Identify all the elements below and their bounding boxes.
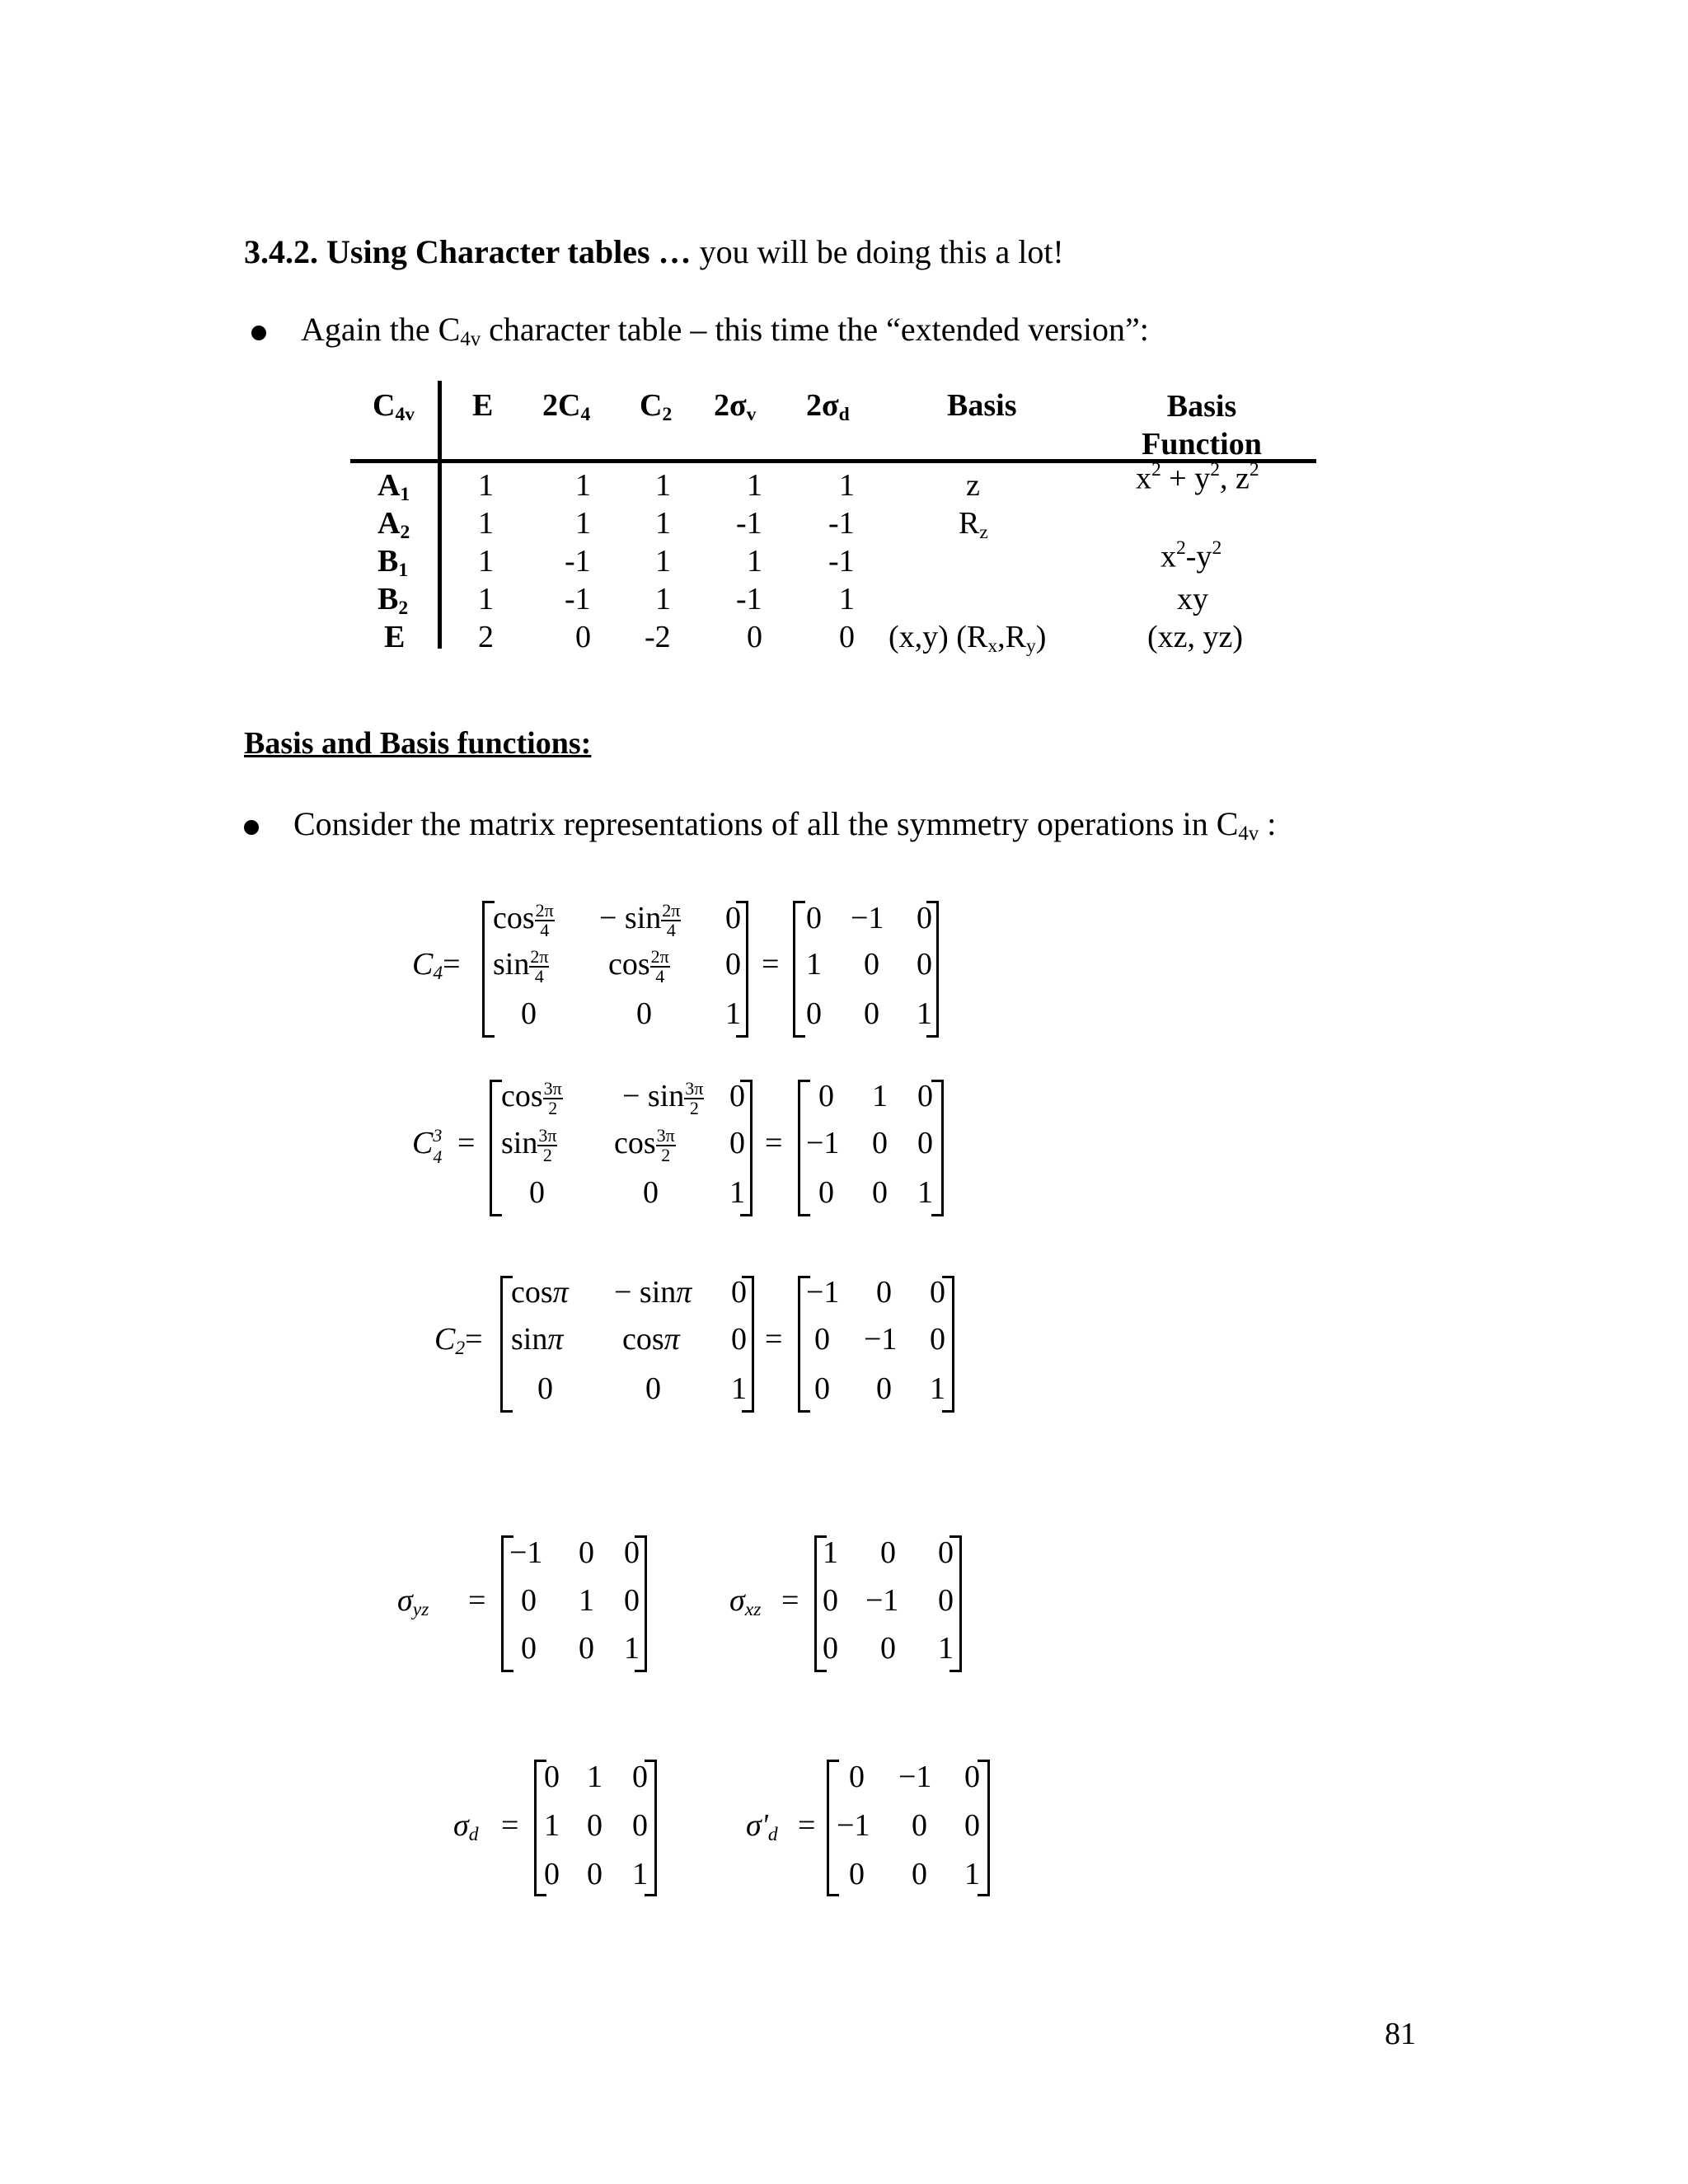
basis-function-cell: (xz, yz) [1147,620,1244,654]
matrix-label: $C_4=$ [412,947,461,984]
char-cell: -1 [828,544,855,579]
matrix-label: $\sigma_{xz}$ [729,1583,762,1620]
matrix-label: C 3 4 [412,1125,443,1167]
char-cell: 0 [839,620,855,654]
char-cell: 0 [575,620,591,654]
char-cell: 1 [747,468,762,503]
section-title: Basis and Basis functions: [244,726,592,761]
char-cell: 1 [839,582,855,616]
op-2sigma-v: $2\sigma_v$ [714,388,757,425]
table-group-label: $C_{4v}$ [373,388,415,425]
char-cell: 1 [747,544,762,579]
basis-header: Basis [947,388,1017,423]
char-cell: 1 [655,468,671,503]
basis-function-cell: $x^2-y^2$ [1160,537,1222,574]
char-cell: 0 [747,620,762,654]
char-cell: 1 [575,506,591,541]
basis-function-header: Basis Function [1142,389,1262,462]
irrep-B2: $B_2$ [377,582,409,619]
basis-function-cell: $x^2 + y^2$, $z^2$ [1136,459,1259,496]
table-vertical-rule [438,381,442,649]
bullet-intro: Again the $C_{4v}$ character table – this time the “extended version”: [251,310,1149,351]
op-C2: $C_2$ [640,388,673,425]
char-cell: 1 [575,468,591,503]
char-cell: 1 [655,582,671,616]
char-cell: -1 [736,582,762,616]
bullet-icon [251,326,266,340]
op-E: E [472,388,494,423]
page-number: 81 [1385,2017,1416,2051]
char-cell: 1 [478,582,494,616]
matrix-label: $\sigma_{yz}$ [397,1583,429,1620]
char-cell: 1 [839,468,855,503]
char-cell: 1 [478,468,494,503]
matrix-label: $C_2=$ [434,1322,483,1359]
irrep-A1: $A_1$ [377,468,410,505]
op-2sigma-d: $2\sigma_d$ [806,388,850,425]
irrep-B1: $B_1$ [377,544,409,581]
char-cell: -2 [645,620,671,654]
bullet-icon [244,820,259,835]
basis-cell: $R_z$ [959,506,988,543]
char-cell: -1 [565,582,591,616]
heading-number: 3.4.2. [244,233,318,270]
basis-cell: z [966,468,980,503]
basis-function-cell: xy [1177,582,1208,616]
irrep-A2: $A_2$ [377,506,410,543]
char-cell: 2 [478,620,494,654]
matrix-label: $\sigma_d$ [453,1808,479,1845]
irrep-E: E [384,620,406,654]
char-cell: 1 [478,506,494,541]
bullet-matrix-intro: Consider the matrix representations of all the symmetry operations in $C_{4v}$ : [244,804,1276,846]
matrix-label: $\sigma'_d$ [746,1808,778,1845]
section-heading [244,232,1064,271]
char-cell: 1 [478,544,494,579]
char-cell: 1 [655,544,671,579]
op-2C4: $2C_4$ [542,388,591,425]
char-cell: -1 [828,506,855,541]
heading-rest: you will be doing this a lot! [699,233,1064,270]
heading-bold: Using Character tables … [326,233,692,270]
basis-cell: (x,y) $(R_x,R_y)$ [889,620,1047,657]
char-cell: 1 [655,506,671,541]
char-cell: -1 [736,506,762,541]
char-cell: -1 [565,544,591,579]
